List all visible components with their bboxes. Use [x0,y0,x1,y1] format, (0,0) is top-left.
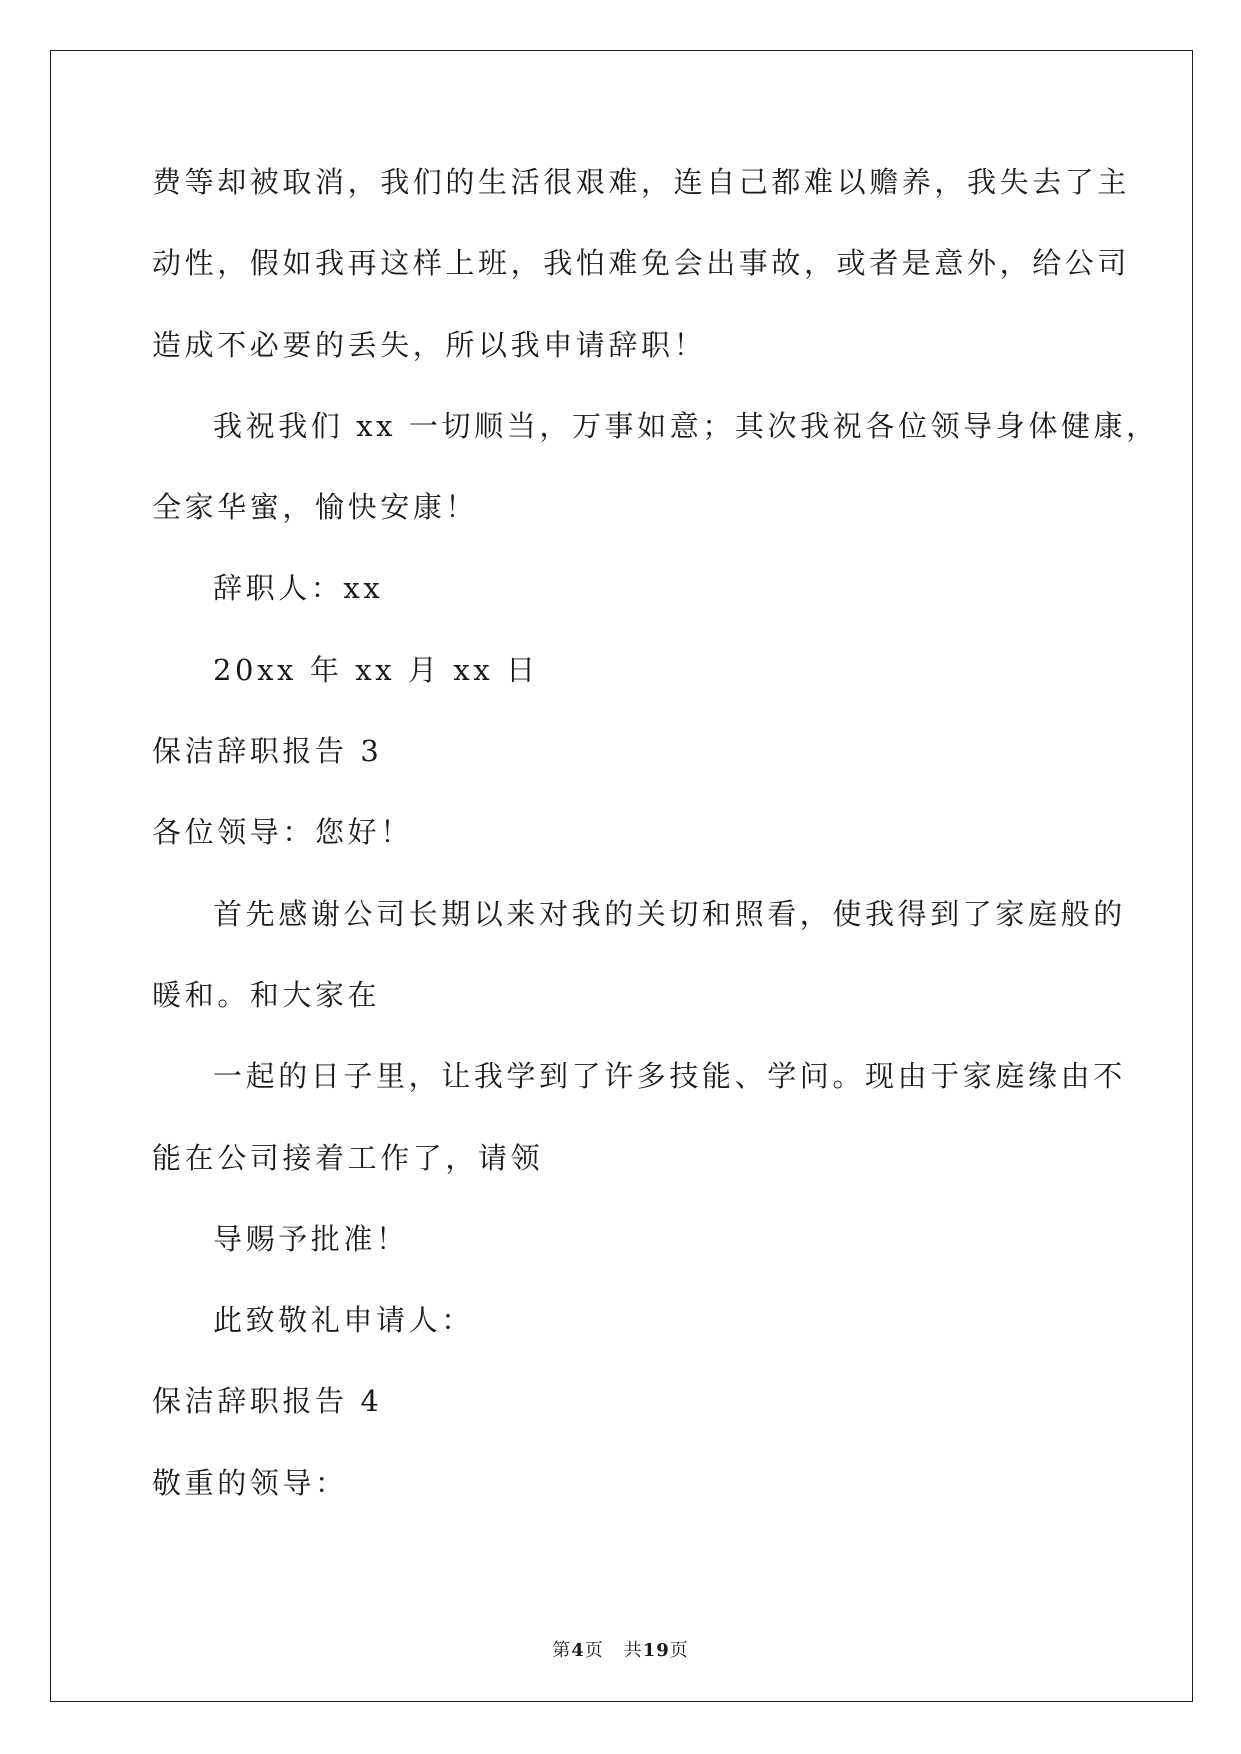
salutation: 各位领导：您好！ [152,815,413,850]
total-page-count: 19 [642,1640,670,1661]
footer-total-suffix: 页 [669,1640,689,1661]
section-heading: 保洁辞职报告 3 [152,734,383,769]
footer-prefix: 第 [552,1640,572,1661]
footer-total-prefix: 共 [623,1640,643,1661]
body-line: 导赐予批准！ [213,1221,409,1256]
page-footer [0,1636,1241,1662]
body-line: 暖和。和大家在 [152,977,381,1012]
closing-line: 此致敬礼申请人： [213,1303,474,1338]
salutation: 敬重的领导： [152,1465,348,1500]
section-heading: 保洁辞职报告 4 [152,1384,383,1419]
body-line: 造成不必要的丢失，所以我申请辞职！ [152,327,707,362]
footer-page-suffix: 页 [584,1640,604,1661]
body-line: 动性，假如我再这样上班，我怕难免会出事故，或者是意外，给公司 [152,246,1131,281]
date-line: 20xx 年 xx 月 xx 日 [213,652,539,687]
body-line: 首先感谢公司长期以来对我的关切和照看，使我得到了家庭般的 [213,896,1126,931]
body-line: 费等却被取消，我们的生活很艰难，连自己都难以赡养，我失去了主 [152,165,1131,199]
body-line: 能在公司接着工作了，请领 [152,1140,544,1175]
current-page-number: 4 [571,1640,585,1661]
body-line: 我祝我们 xx 一切顺当，万事如意；其次我祝各位领导身体健康， [213,408,1159,443]
body-line: 全家华蜜，愉快安康！ [152,490,479,525]
signature-line: 辞职人：xx [213,571,384,606]
document-body [152,162,1159,1544]
body-line: 一起的日子里，让我学到了许多技能、学问。现由于家庭缘由不 [213,1059,1126,1094]
